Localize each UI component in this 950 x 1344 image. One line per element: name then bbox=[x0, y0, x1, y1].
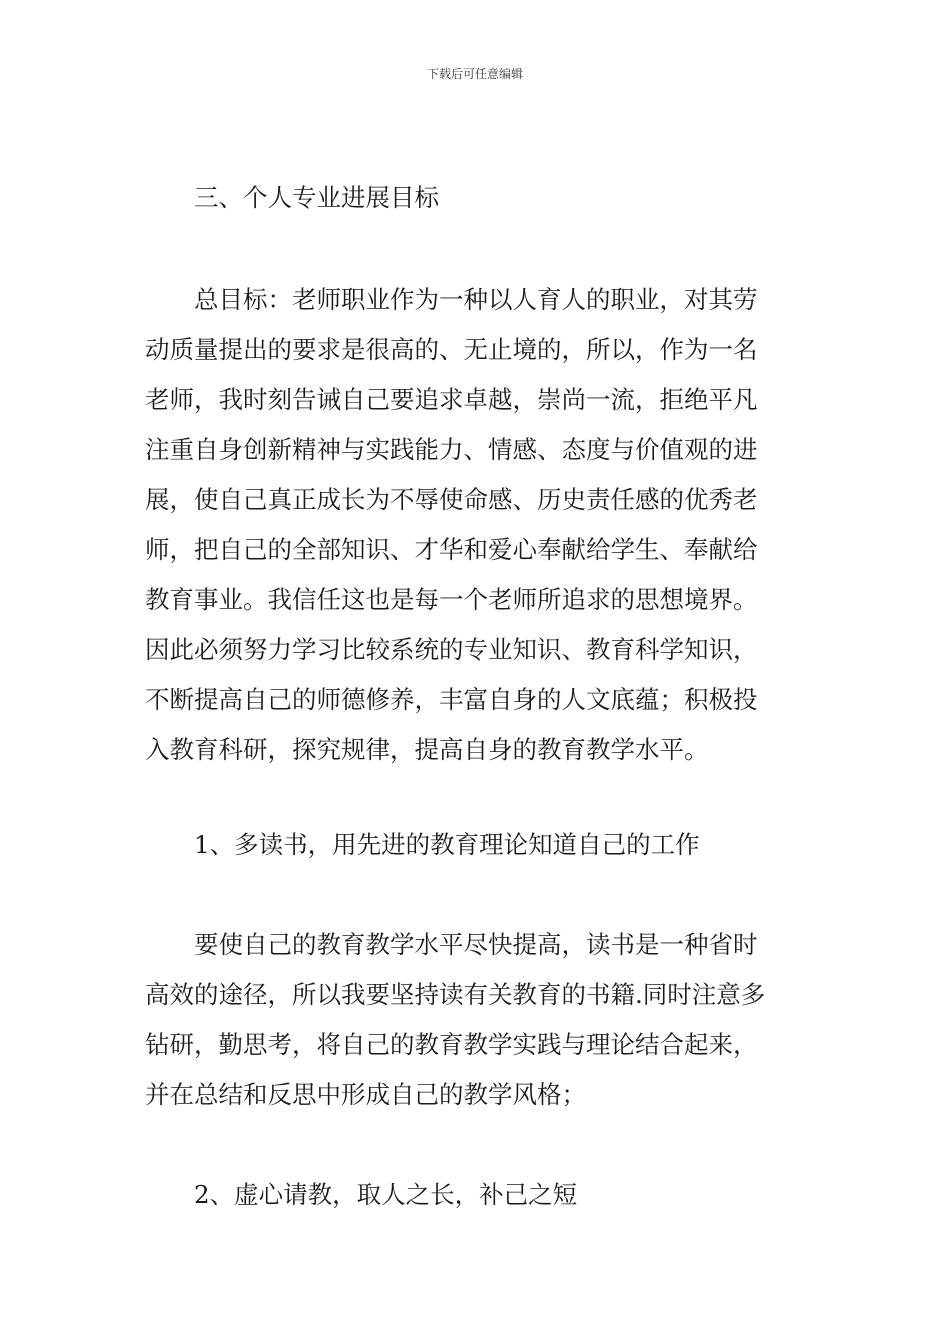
paragraph-line: 师，把自己的全部知识、才华和爱心奉献给学生、奉献给 bbox=[145, 535, 758, 564]
paragraph-line: 因此必须努力学习比较系统的专业知识、教育科学知识， bbox=[145, 635, 758, 664]
item1-heading: 1、多读书，用先进的教育理论知道自己的工作 bbox=[194, 830, 700, 859]
paragraph-line: 不断提高自己的师德修养，丰富自身的人文底蕴；积极投 bbox=[145, 685, 758, 714]
goal-paragraph bbox=[145, 275, 815, 775]
item1-paragraph bbox=[145, 920, 815, 1120]
paragraph-line: 高效的途径，所以我要坚持读有关教育的书籍.同时注意多 bbox=[145, 980, 766, 1009]
paragraph-line: 动质量提出的要求是很高的、无止境的，所以，作为一名 bbox=[145, 335, 758, 364]
section-heading: 三、个人专业进展目标 bbox=[194, 183, 439, 212]
item2-heading: 2、虚心请教，取人之长，补己之短 bbox=[194, 1180, 578, 1209]
paragraph-line: 注重自身创新精神与实践能力、情感、态度与价值观的进 bbox=[145, 435, 758, 464]
paragraph-line: 要使自己的教育教学水平尽快提高，读书是一种省时 bbox=[194, 930, 758, 959]
paragraph-line: 钻研，勤思考，将自己的教育教学实践与理论结合起来， bbox=[145, 1030, 758, 1059]
paragraph-line: 教育事业。我信任这也是每一个老师所追求的思想境界。 bbox=[145, 585, 758, 614]
paragraph-line: 总目标：老师职业作为一种以人育人的职业，对其劳 bbox=[194, 285, 758, 314]
page-header: 下载后可任意编辑 bbox=[426, 67, 523, 81]
paragraph-line: 老师，我时刻告诫自己要追求卓越，崇尚一流，拒绝平凡 bbox=[145, 385, 758, 414]
paragraph-line: 入教育科研，探究规律，提高自身的教育教学水平。 bbox=[145, 735, 709, 764]
paragraph-line: 并在总结和反思中形成自己的教学风格； bbox=[145, 1080, 586, 1109]
paragraph-line: 展，使自己真正成长为不辱使命感、历史责任感的优秀老 bbox=[145, 485, 758, 514]
